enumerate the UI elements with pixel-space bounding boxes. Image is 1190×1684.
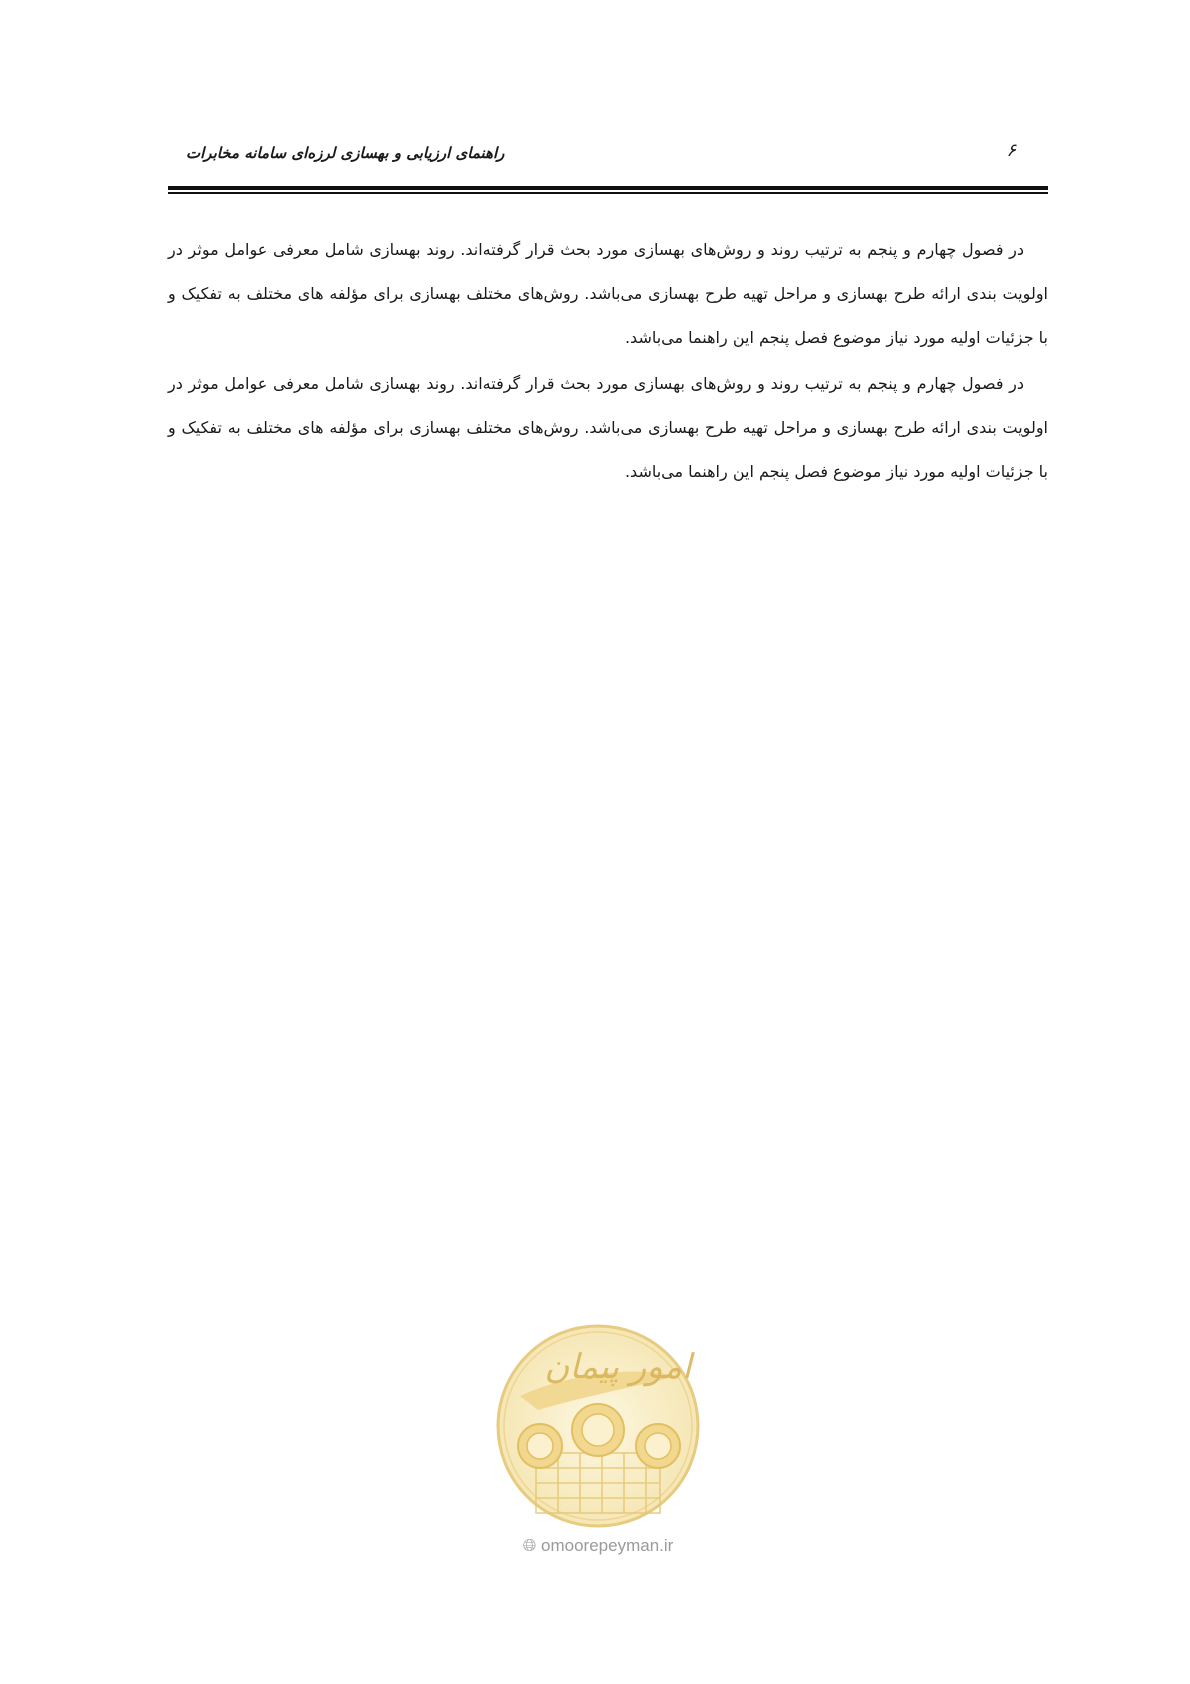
paragraph-1: در فصول چهارم و پنجم به ترتیب روند و روش‌های بهسازی مورد بحث قرار گرفته‌اند. روند بهسازی شامل معرفی عوامل موثر در اولویت بندی ارائه طرح بهسازی و مراحل تهیه طرح بهسازی می‌باشد. روش‌های مختلف بهسازی برای مؤلفه های مختلف به تفکیک و با جزئیات اولیه مورد نیاز موضوع فصل پنجم این راهنما می‌باشد. bbox=[168, 240, 1048, 347]
page-header bbox=[168, 140, 1048, 176]
header-rule-thick bbox=[168, 186, 1048, 190]
globe-icon: 🌐︎ bbox=[522, 1536, 537, 1555]
watermark-site-text: omoorepeyman.ir bbox=[541, 1536, 674, 1555]
header-rule-thin bbox=[168, 192, 1048, 194]
watermark-seal-icon bbox=[478, 1318, 718, 1533]
page-number: ۶ bbox=[1006, 140, 1016, 161]
watermark-logo-text: امور پیمان bbox=[544, 1347, 692, 1387]
watermark-site bbox=[478, 1536, 718, 1556]
paragraph-2: در فصول چهارم و پنجم به ترتیب روند و روش‌های بهسازی مورد بحث قرار گرفته‌اند. روند بهسازی شامل معرفی عوامل موثر در اولویت بندی ارائه طرح بهسازی و مراحل تهیه طرح بهسازی می‌باشد. روش‌های مختلف بهسازی برای مؤلفه های مختلف به تفکیک و با جزئیات اولیه مورد نیاز موضوع فصل پنجم این راهنما می‌باشد. bbox=[168, 374, 1048, 481]
running-title: راهنمای ارزیابی و بهسازی لرزه‌ای سامانه مخابرات bbox=[186, 144, 505, 162]
body-text bbox=[168, 228, 1048, 496]
watermark-logo bbox=[478, 1318, 718, 1578]
